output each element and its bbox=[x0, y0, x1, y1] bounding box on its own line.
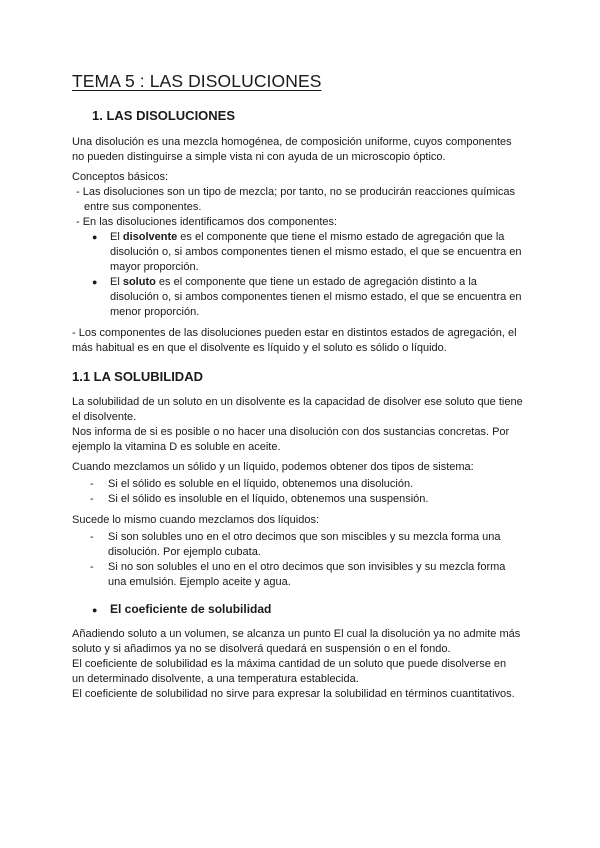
section-heading-disoluciones: 1. LAS DISOLUCIONES bbox=[92, 108, 236, 123]
text-line: Sucede lo mismo cuando mezclamos dos líquidos: bbox=[72, 514, 320, 526]
subsection-heading-text: El coeficiente de solubilidad bbox=[110, 602, 272, 616]
text-line: - Las disoluciones son un tipo de mezcla; por tanto, no se producirán reacciones químicas bbox=[76, 186, 516, 198]
dash-icon: - bbox=[90, 531, 94, 543]
subsection-heading-coeficiente bbox=[92, 602, 271, 616]
text-line: disolución. Por ejemplo cubata. bbox=[108, 546, 261, 558]
states-paragraph bbox=[72, 326, 532, 356]
text-line: menor proporción. bbox=[110, 306, 200, 318]
text-line: soluto y si añadimos ya no se disolverá quedará en suspensión o en el fondo. bbox=[72, 643, 451, 655]
mix-liquid-intro bbox=[72, 513, 532, 528]
bullet-icon: ● bbox=[92, 605, 98, 615]
text-line: no pueden distinguirse a simple vista ni con ayuda de un microscopio óptico. bbox=[72, 151, 446, 163]
text-line: El coeficiente de solubilidad es la máxima cantidad de un soluto que puede disolverse en bbox=[72, 658, 507, 670]
concepts-label: Conceptos básicos: bbox=[72, 171, 168, 183]
text-line: una emulsión. Ejemplo aceite y agua. bbox=[108, 576, 291, 588]
mix-solid-intro bbox=[72, 460, 532, 475]
text-line: ejemplo la vitamina D es soluble en aceite. bbox=[72, 441, 281, 453]
intro-paragraph bbox=[72, 135, 532, 165]
solubility-definition bbox=[72, 395, 532, 455]
text-fragment: El bbox=[110, 231, 123, 243]
text-line: mayor proporción. bbox=[110, 261, 199, 273]
text-line: más habitual es en que el disolvente es líquido y el soluto es sólido o líquido. bbox=[72, 342, 447, 354]
dash-icon: - bbox=[90, 478, 94, 490]
term-soluto: soluto bbox=[122, 276, 156, 288]
bullet-icon: ● bbox=[92, 277, 98, 287]
text-line: disolución o, si ambos componentes tienen el mismo estado, el que se encuentra en bbox=[110, 246, 522, 258]
bullet-icon: ● bbox=[92, 232, 98, 242]
section-heading-solubilidad: 1.1 LA SOLUBILIDAD bbox=[72, 369, 203, 384]
text-line: - Los componentes de las disoluciones pueden estar en distintos estados de agregación, el bbox=[72, 327, 517, 339]
text-line: Si no son solubles el uno en el otro decimos que son invisibles y su mezcla forma bbox=[108, 561, 506, 573]
text-line: un determinado disolvente, a una temperatura establecida. bbox=[72, 673, 359, 685]
text-fragment: es el componente que tiene un estado de agregación distinto a la bbox=[155, 276, 477, 288]
text-line: El coeficiente de solubilidad no sirve para expresar la solubilidad en términos cuantitativos. bbox=[72, 688, 515, 700]
text-line: el disolvente. bbox=[72, 411, 137, 423]
text-line: Si el sólido es insoluble en el líquido, obtenemos una suspensión. bbox=[108, 493, 429, 505]
text-line: La solubilidad de un soluto en un disolvente es la capacidad de disolver ese soluto que tiene bbox=[72, 396, 523, 408]
page-title: TEMA 5 : LAS DISOLUCIONES bbox=[72, 71, 322, 91]
text-line: Nos informa de si es posible o no hacer una disolución con dos sustancias concretas. Por bbox=[72, 426, 510, 438]
text-line: entre sus componentes. bbox=[84, 201, 202, 213]
dash-icon: - bbox=[90, 561, 94, 573]
text-line: disolución o, si ambos componentes tienen el mismo estado, el que se encuentra en bbox=[110, 291, 522, 303]
text-fragment: es el componente que tiene el mismo estado de agregación que la bbox=[177, 231, 505, 243]
text-line: Añadiendo soluto a un volumen, se alcanza un punto El cual la disolución ya no admite más bbox=[72, 628, 521, 640]
text-line: Si el sólido es soluble en el líquido, obtenemos una disolución. bbox=[108, 478, 414, 490]
term-disolvente: disolvente bbox=[122, 231, 178, 243]
coefficient-paragraph bbox=[72, 627, 552, 702]
dash-icon: - bbox=[90, 493, 94, 505]
concepts-block bbox=[72, 170, 532, 230]
text-line: Si son solubles uno en el otro decimos que son miscibles y su mezcla forma una bbox=[108, 531, 501, 543]
text-line: - En las disoluciones identificamos dos componentes: bbox=[76, 216, 338, 228]
text-line: Una disolución es una mezcla homogénea, de composición uniforme, cuyos componentes bbox=[72, 136, 512, 148]
text-line: Cuando mezclamos un sólido y un líquido, podemos obtener dos tipos de sistema: bbox=[72, 461, 474, 473]
text-fragment: El bbox=[110, 276, 123, 288]
